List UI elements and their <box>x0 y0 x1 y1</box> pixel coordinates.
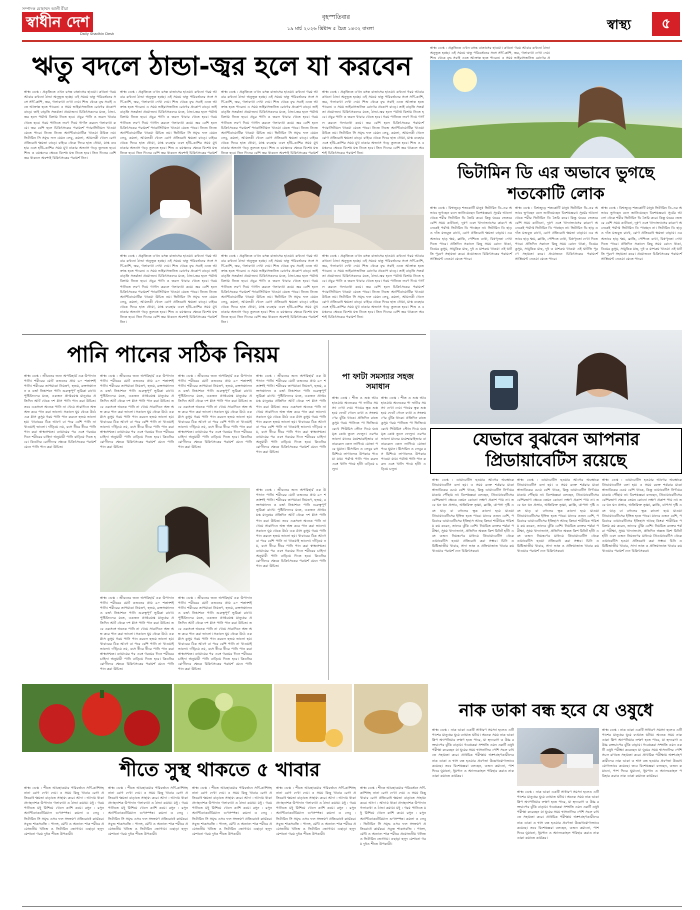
article-snoring-col2: স্বাস্থ্য ডেস্ক : নাক ডাকা একটি সাধারণ সমস্যা হলেও এটি পাশের মানুষের ঘুমে ব্যাঘাত ঘটায়। অনেক সময় নাক ডাকা স্লিপ অ্যাপনিয়ার লক্ষণ হতে পারে, যা হৃদরোগ ও উচ্চ রক্তচাপের ঝুঁকি বাড়ায়। গবেষকরা সম্প্রতি এমন একটি ওষুধ পরীক্ষা করেছেন যা ঘুমের সময় শ্বাসনালির পেশি সচল রাখতে সহায়তা করে। প্রাথমিক পরীক্ষায় অংশগ্রহণকারীদের নাক ডাকা ও শ্বাস বন্ধ হওয়ার প্রবণতা উল্লেখযোগ্যভাবে কমেছে। তবে বিশেষজ্ঞরা বলছেন, ওজন কমানো, পাশ ফিরে ঘুমানো, ধূমপান ও অ্যালকোহল পরিহার করাও নাক ডাকা কমাতে কার্যকর। <box>517 790 599 840</box>
headline-snoring: নাক ডাকা বন্ধ হবে যে ওষুধে <box>459 701 653 721</box>
article-cold-fever-col2: স্বাস্থ্য ডেস্ক : প্রকৃতিতে এখন বসন্ত বাতাসের হাওয়া। কখনো গরম আবার কখনো ঠান্ডা অনুভূত হচ্ছে। এই সময়ে ঋতু পরিবর্তনের সঙ্গে সর্দি-কাশি, জ্বর, গলাব্যথা দেখা দেয়। শিশু থেকে বৃদ্ধ সবাই এতে আক্রান্ত হতে পারেন। এ সময় ভাইরাসজনিত রোগের প্রকোপ বাড়ে। তাই বাড়তি সতর্কতা প্রয়োজন। চিকিৎসকদের মতে, ঠান্ডা-জ্বর হলে পর্যাপ্ত বিশ্রাম নিতে হবে। প্রচুর পানি ও তরল খাবার খেতে হবে। গরম পানিতে লবণ দিয়ে গার্গল করলে গলাব্যথা কমে। জ্বর বেশি হলে চিকিৎসকের পরামর্শে প্যারাসিটামল খাওয়া যেতে পারে। নিজে নিজে অ্যান্টিবায়োটিক খাওয়া উচিত নয়। ভিটামিন সি সমৃদ্ধ ফল যেমন লেবু, কমলা, আমলকী খেলে রোগ প্রতিরোধ ক্ষমতা বাড়ে। বাইরে থেকে ফিরে হাত ধোয়া, মাস্ক ব্যবহার এবং হাঁচি-কাশির সময় মুখ ঢাকার অভ্যাস গড়ে তুলতে হবে। শিশু ও বয়স্কদের ক্ষেত্রে বিশেষ যত্ন নিতে হবে। তিন দিনের বেশি জ্বর থাকলে অবশ্যই চিকিৎসকের পরামর্শ <box>120 90 217 156</box>
newspaper-logo: স্বাধীন দেশ <box>22 12 93 32</box>
article-winter-col4: স্বাস্থ্য ডেস্ক : শীতে আবহাওয়ার পরিবর্তনে সর্দি-কাশিসহ নানা রোগ দেখা দেয়। এ সময় কিছু খাবার রোগ প্রতিরোধ ক্ষমতা বাড়াতে সাহায্য করে। আদা : আদায় থাকা প্রদাহনাশক উপাদান গলাব্যথা ও ঠান্ডা কমায়। মধু : গরম পানিতে মধু মিশিয়ে খেলে কাশি কমে। রসুন : রসুন অ্যান্টিব্যাকটেরিয়াল গুণসম্পন্ন। কমলা ও লেবু : ভিটামিন সি সমৃদ্ধ এসব ফল সংক্রমণ প্রতিরোধে কার্যকর। সবুজ শাকসবজি : পালং, মেথি ও অন্যান্য শাক শরীরে প্রয়োজনীয় খনিজ ও ভিটামিন জোগায়। এছাড়া হলুদ মেশানো গরম দুধও শীতে উপকারী। <box>276 786 356 836</box>
headline-cracked-feet: পা ফাটা সমস্যার সহজ সমাধান <box>342 372 414 391</box>
article-water-col2b: স্বাস্থ্য ডেস্ক : জীবনের জন্য অপরিহার্য এক উপাদান পানি। শরীরের মোট ওজনের প্রায় ৬০ শতাংশই পানি। শরীরের তাপমাত্রা নিয়ন্ত্রণ, হজম, রক্তসঞ্চালন ও বর্জ্য নিষ্কাশনে পানি গুরুত্বপূর্ণ ভূমিকা রাখে। পুষ্টিবিদদের মতে, একজন প্রাপ্তবয়স্ক মানুষের প্রতিদিন আট থেকে দশ গ্লাস পানি পান করা উচিত। তবে একসঙ্গে অনেক পানি না খেয়ে সারাদিনে অল্প অল্প করে পান করা ভালো। সকালে ঘুম থেকে উঠে এক গ্লাস কুসুম গরম পানি পান করলে হজম ভালো হয়। খাবারের ঠিক আগে বা পরে বেশি পানি না খাওয়াই ভালো। দাঁড়িয়ে নয়, বসে ধীরে ধীরে পানি পান করা স্বাস্থ্যসম্মত। ব্যায়ামের পর এবং গরমের দিনে শরীরের চাহিদা অনুযায়ী পানি বাড়িয়ে দিতে হবে। কিডনির রোগীদের ক্ষেত্রে চিকিৎসকের পরামর্শ মেনে পানি পান করা উচিত। <box>100 596 174 672</box>
section-label: স্বাস্থ্য <box>607 18 632 33</box>
article-winter-col2: স্বাস্থ্য ডেস্ক : শীতে আবহাওয়ার পরিবর্তনে সর্দি-কাশিসহ নানা রোগ দেখা দেয়। এ সময় কিছু খাবার রোগ প্রতিরোধ ক্ষমতা বাড়াতে সাহায্য করে। আদা : আদায় থাকা প্রদাহনাশক উপাদান গলাব্যথা ও ঠান্ডা কমায়। মধু : গরম পানিতে মধু মিশিয়ে খেলে কাশি কমে। রসুন : রসুন অ্যান্টিব্যাকটেরিয়াল গুণসম্পন্ন। কমলা ও লেবু : ভিটামিন সি সমৃদ্ধ এসব ফল সংক্রমণ প্রতিরোধে কার্যকর। সবুজ শাকসবজি : পালং, মেথি ও অন্যান্য শাক শরীরে প্রয়োজনীয় খনিজ ও ভিটামিন জোগায়। এছাড়া হলুদ মেশানো গরম দুধও শীতে উপকারী। <box>108 786 188 836</box>
snoring-man-photo <box>517 728 599 786</box>
masthead-small-text: সম্পাদক মোহাম্মদ আলী মীরা <box>22 6 69 11</box>
article-snoring-col3: স্বাস্থ্য ডেস্ক : নাক ডাকা একটি সাধারণ সমস্যা হলেও এটি পাশের মানুষের ঘুমে ব্যাঘাত ঘটায়। অনেক সময় নাক ডাকা স্লিপ অ্যাপনিয়ার লক্ষণ হতে পারে, যা হৃদরোগ ও উচ্চ রক্তচাপের ঝুঁকি বাড়ায়। গবেষকরা সম্প্রতি এমন একটি ওষুধ পরীক্ষা করেছেন যা ঘুমের সময় শ্বাসনালির পেশি সচল রাখতে সহায়তা করে। প্রাথমিক পরীক্ষায় অংশগ্রহণকারীদের নাক ডাকা ও শ্বাস বন্ধ হওয়ার প্রবণতা উল্লেখযোগ্যভাবে কমেছে। তবে বিশেষজ্ঞরা বলছেন, ওজন কমানো, পাশ ফিরে ঘুমানো, ধূমপান ও অ্যালকোহল পরিহার করাও নাক ডাকা কমাতে কার্যকর। <box>602 728 682 778</box>
woman-drinking-water-photo <box>100 488 250 592</box>
article-winter-col1: স্বাস্থ্য ডেস্ক : শীতে আবহাওয়ার পরিবর্তনে সর্দি-কাশিসহ নানা রোগ দেখা দেয়। এ সময় কিছু খাবার রোগ প্রতিরোধ ক্ষমতা বাড়াতে সাহায্য করে। আদা : আদায় থাকা প্রদাহনাশক উপাদান গলাব্যথা ও ঠান্ডা কমায়। মধু : গরম পানিতে মধু মিশিয়ে খেলে কাশি কমে। রসুন : রসুন অ্যান্টিব্যাকটেরিয়াল গুণসম্পন্ন। কমলা ও লেবু : ভিটামিন সি সমৃদ্ধ এসব ফল সংক্রমণ প্রতিরোধে কার্যকর। সবুজ শাকসবজি : পালং, মেথি ও অন্যান্য শাক শরীরে প্রয়োজনীয় খনিজ ও ভিটামিন জোগায়। এছাড়া হলুদ মেশানো গরম দুধও শীতে উপকারী। <box>24 786 104 836</box>
article-cracked-feet-col2: স্বাস্থ্য ডেস্ক : শীত ও শুষ্ক আবহাওয়ায় অনেকের পা ফাটার সমস্যা দেখা দেয়। পায়ের ত্বক শুষ্ক হয়ে ফেটে গেলে ব্যথা ও সংক্রমণের ঝুঁকি থাকে। প্রতিদিন রাতে কুসুম গরম পানিতে পা ভিজিয়ে রেখে পিউমিস স্টোন দিয়ে ঘষে মৃত কোষ তুলে ফেলুন। এরপর ভালো মানের ময়েশ্চারাইজার বা নারকেল তেল লাগিয়ে মোজা পরে ঘুমান। গ্লিসারিন ও লেবুর রস মিশিয়ে লাগালেও উপকার পাওয়া যায়। পর্যাপ্ত পানি পান করুন এবং খালি পায়ে হাঁটা এড়িয়ে চলুন। <box>381 396 426 472</box>
glucose-test-photo <box>430 330 682 424</box>
article-prediabetes-col2: স্বাস্থ্য ডেস্ক : ডায়াবেটিস হওয়ার আগের অবস্থাকে প্রিডায়াবেটিস বলা হয়। এ সময় রক্তে শর্করার মাত্রা স্বাভাবিকের চেয়ে বেশি থাকে, কিন্তু ডায়াবেটিস নির্ণয়ের মাত্রায় পৌঁছায় না। বিশেষজ্ঞরা বলছেন, প্রিডায়াবেটিসের বেশিরভাগ ক্ষেত্রে তেমন কোনো লক্ষণ প্রকাশ পায় না। তবে ঘন ঘন প্রস্রাব, অতিরিক্ত তৃষ্ণা, ক্লান্তি, ঝাপসা দৃষ্টি এবং ঘাড় বা বগলের ত্বক কালো হয়ে যাওয়া প্রিডায়াবেটিসের ইঙ্গিত হতে পারে। যাদের ওজন বেশি, পরিবারে ডায়াবেটিসের ইতিহাস আছে কিংবা শারীরিক পরিশ্রম কম করেন, তাদের ঝুঁকি বেশি। নিয়মিত রক্তের শর্করা পরীক্ষা, সুষম খাদ্যাভ্যাস, প্রতিদিন অন্তত ত্রিশ মিনিট হাঁটা এবং ওজন নিয়ন্ত্রণের মাধ্যমে প্রিডায়াবেটিস থেকে ডায়াবেটিস হওয়া প্রতিরোধ করা সম্ভব। চিনি ও মিষ্টিজাতীয় খাবার, সাদা ভাত ও প্রক্রিয়াজাত খাবার কম খাওয়ার পরামর্শ দেন চিকিৎসকরা। <box>517 478 599 554</box>
article-prediabetes-col1: স্বাস্থ্য ডেস্ক : ডায়াবেটিস হওয়ার আগের অবস্থাকে প্রিডায়াবেটিস বলা হয়। এ সময় রক্তে শর্করার মাত্রা স্বাভাবিকের চেয়ে বেশি থাকে, কিন্তু ডায়াবেটিস নির্ণয়ের মাত্রায় পৌঁছায় না। বিশেষজ্ঞরা বলছেন, প্রিডায়াবেটিসের বেশিরভাগ ক্ষেত্রে তেমন কোনো লক্ষণ প্রকাশ পায় না। তবে ঘন ঘন প্রস্রাব, অতিরিক্ত তৃষ্ণা, ক্লান্তি, ঝাপসা দৃষ্টি এবং ঘাড় বা বগলের ত্বক কালো হয়ে যাওয়া প্রিডায়াবেটিসের ইঙ্গিত হতে পারে। যাদের ওজন বেশি, পরিবারে ডায়াবেটিসের ইতিহাস আছে কিংবা শারীরিক পরিশ্রম কম করেন, তাদের ঝুঁকি বেশি। নিয়মিত রক্তের শর্করা পরীক্ষা, সুষম খাদ্যাভ্যাস, প্রতিদিন অন্তত ত্রিশ মিনিট হাঁটা এবং ওজন নিয়ন্ত্রণের মাধ্যমে প্রিডায়াবেটিস থেকে ডায়াবেটিস হওয়া প্রতিরোধ করা সম্ভব। চিনি ও মিষ্টিজাতীয় খাবার, সাদা ভাত ও প্রক্রিয়াজাত খাবার কম খাওয়ার পরামর্শ দেন চিকিৎসকরা। <box>432 478 514 554</box>
article-water-col4b: স্বাস্থ্য ডেস্ক : জীবনের জন্য অপরিহার্য এক উপাদান পানি। শরীরের মোট ওজনের প্রায় ৬০ শতাংশই পানি। শরীরের তাপমাত্রা নিয়ন্ত্রণ, হজম, রক্তসঞ্চালন ও বর্জ্য নিষ্কাশনে পানি গুরুত্বপূর্ণ ভূমিকা রাখে। পুষ্টিবিদদের মতে, একজন প্রাপ্তবয়স্ক মানুষের প্রতিদিন আট থেকে দশ গ্লাস পানি পান করা উচিত। তবে একসঙ্গে অনেক পানি না খেয়ে সারাদিনে অল্প অল্প করে পান করা ভালো। সকালে ঘুম থেকে উঠে এক গ্লাস কুসুম গরম পানি পান করলে হজম ভালো হয়। খাবারের ঠিক আগে বা পরে বেশি পানি না খাওয়াই ভালো। দাঁড়িয়ে নয়, বসে ধীরে ধীরে পানি পান করা স্বাস্থ্যসম্মত। ব্যায়ামের পর এবং গরমের দিনে শরীরের চাহিদা অনুযায়ী পানি বাড়িয়ে দিতে হবে। কিডনির রোগীদের ক্ষেত্রে চিকিৎসকের পরামর্শ মেনে পানি পান করা উচিত। <box>256 488 326 569</box>
article-snoring-col1: স্বাস্থ্য ডেস্ক : নাক ডাকা একটি সাধারণ সমস্যা হলেও এটি পাশের মানুষের ঘুমে ব্যাঘাত ঘটায়। অনেক সময় নাক ডাকা স্লিপ অ্যাপনিয়ার লক্ষণ হতে পারে, যা হৃদরোগ ও উচ্চ রক্তচাপের ঝুঁকি বাড়ায়। গবেষকরা সম্প্রতি এমন একটি ওষুধ পরীক্ষা করেছেন যা ঘুমের সময় শ্বাসনালির পেশি সচল রাখতে সহায়তা করে। প্রাথমিক পরীক্ষায় অংশগ্রহণকারীদের নাক ডাকা ও শ্বাস বন্ধ হওয়ার প্রবণতা উল্লেখযোগ্যভাবে কমেছে। তবে বিশেষজ্ঞরা বলছেন, ওজন কমানো, পাশ ফিরে ঘুমানো, ধূমপান ও অ্যালকোহল পরিহার করাও নাক ডাকা কমাতে কার্যকর। <box>432 728 514 778</box>
bottom-rule <box>22 906 682 907</box>
ginger-garlic-photo <box>354 684 428 752</box>
article-water-col3: স্বাস্থ্য ডেস্ক : জীবনের জন্য অপরিহার্য এক উপাদান পানি। শরীরের মোট ওজনের প্রায় ৬০ শতাংশই পানি। শরীরের তাপমাত্রা নিয়ন্ত্রণ, হজম, রক্তসঞ্চালন ও বর্জ্য নিষ্কাশনে পানি গুরুত্বপূর্ণ ভূমিকা রাখে। পুষ্টিবিদদের মতে, একজন প্রাপ্তবয়স্ক মানুষের প্রতিদিন আট থেকে দশ গ্লাস পানি পান করা উচিত। তবে একসঙ্গে অনেক পানি না খেয়ে সারাদিনে অল্প অল্প করে পান করা ভালো। সকালে ঘুম থেকে উঠে এক গ্লাস কুসুম গরম পানি পান করলে হজম ভালো হয়। খাবারের ঠিক আগে বা পরে বেশি পানি না খাওয়াই ভালো। দাঁড়িয়ে নয়, বসে ধীরে ধীরে পানি পান করা স্বাস্থ্যসম্মত। ব্যায়ামের পর এবং গরমের দিনে শরীরের চাহিদা অনুযায়ী পানি বাড়িয়ে দিতে হবে। কিডনির রোগীদের ক্ষেত্রে চিকিৎসকের পরামর্শ মেনে পানি পান করা উচিত। <box>178 374 252 450</box>
article-cold-fever-col1: স্বাস্থ্য ডেস্ক : প্রকৃতিতে এখন বসন্ত বাতাসের হাওয়া। কখনো গরম আবার কখনো ঠান্ডা অনুভূত হচ্ছে। এই সময়ে ঋতু পরিবর্তনের সঙ্গে সর্দি-কাশি, জ্বর, গলাব্যথা দেখা দেয়। শিশু থেকে বৃদ্ধ সবাই এতে আক্রান্ত হতে পারেন। এ সময় ভাইরাসজনিত রোগের প্রকোপ বাড়ে। তাই বাড়তি সতর্কতা প্রয়োজন। চিকিৎসকদের মতে, ঠান্ডা-জ্বর হলে পর্যাপ্ত বিশ্রাম নিতে হবে। প্রচুর পানি ও তরল খাবার খেতে হবে। গরম পানিতে লবণ দিয়ে গার্গল করলে গলাব্যথা কমে। জ্বর বেশি হলে চিকিৎসকের পরামর্শে প্যারাসিটামল খাওয়া যেতে পারে। নিজে নিজে অ্যান্টিবায়োটিক খাওয়া উচিত নয়। ভিটামিন সি সমৃদ্ধ ফল যেমন লেবু, কমলা, আমলকী খেলে রোগ প্রতিরোধ ক্ষমতা বাড়ে। বাইরে থেকে ফিরে হাত ধোয়া, মাস্ক ব্যবহার এবং হাঁচি-কাশির সময় মুখ ঢাকার অভ্যাস গড়ে তুলতে হবে। শিশু ও বয়স্কদের ক্ষেত্রে বিশেষ যত্ন নিতে হবে। তিন দিনের বেশি জ্বর থাকলে অবশ্যই চিকিৎসকের পরামর্শ নিন। <box>24 90 116 161</box>
article-cracked-feet-col1: স্বাস্থ্য ডেস্ক : শীত ও শুষ্ক আবহাওয়ায় অনেকের পা ফাটার সমস্যা দেখা দেয়। পায়ের ত্বক শুষ্ক হয়ে ফেটে গেলে ব্যথা ও সংক্রমণের ঝুঁকি থাকে। প্রতিদিন রাতে কুসুম গরম পানিতে পা ভিজিয়ে রেখে পিউমিস স্টোন দিয়ে ঘষে মৃত কোষ তুলে ফেলুন। এরপর ভালো মানের ময়েশ্চারাইজার বা নারকেল তেল লাগিয়ে মোজা পরে ঘুমান। গ্লিসারিন ও লেবুর রস মিশিয়ে লাগালেও উপকার পাওয়া যায়। পর্যাপ্ত পানি পান করুন এবং খালি পায়ে হাঁটা এড়িয়ে চলুন। <box>332 396 378 472</box>
red-peppers-photo <box>22 684 172 752</box>
article-cold-fever-col4b: স্বাস্থ্য ডেস্ক : প্রকৃতিতে এখন বসন্ত বাতাসের হাওয়া। কখনো গরম আবার কখনো ঠান্ডা অনুভূত হচ্ছে। এই সময়ে ঋতু পরিবর্তনের সঙ্গে সর্দি-কাশি, জ্বর, গলাব্যথা দেখা দেয়। শিশু থেকে বৃদ্ধ সবাই এতে আক্রান্ত হতে পারেন। এ সময় ভাইরাসজনিত রোগের প্রকোপ বাড়ে। তাই বাড়তি সতর্কতা প্রয়োজন। চিকিৎসকদের মতে, ঠান্ডা-জ্বর হলে পর্যাপ্ত বিশ্রাম নিতে হবে। প্রচুর পানি ও তরল খাবার খেতে হবে। গরম পানিতে লবণ দিয়ে গার্গল করলে গলাব্যথা কমে। জ্বর বেশি হলে চিকিৎসকের পরামর্শে প্যারাসিটামল খাওয়া যেতে পারে। নিজে নিজে অ্যান্টিবায়োটিক খাওয়া উচিত নয়। ভিটামিন সি সমৃদ্ধ ফল যেমন লেবু, কমলা, আমলকী খেলে রোগ প্রতিরোধ ক্ষমতা বাড়ে। বাইরে থেকে ফিরে হাত ধোয়া, মাস্ক ব্যবহার এবং হাঁচি-কাশির সময় মুখ ঢাকার অভ্যাস গড়ে তুলতে হবে। শিশু ও বয়স্কদের ক্ষেত্রে বিশেষ যত্ন নিতে হবে। তিন দিনের বেশি জ্বর থাকলে অবশ্যই চিকিৎসকের পরামর্শ নিন। <box>322 254 424 320</box>
headline-water: পানি পানের সঠিক নিয়ম <box>67 343 279 368</box>
article-vitamin-d-col1: স্বাস্থ্য ডেস্ক : বিশ্বজুড়ে শতকোটি মানুষ ভিটামিন ডি-এর অভাবে ভুগছেন বলে জানিয়েছেন বিশেষজ্ঞরা। সূর্যের আলো থেকে শরীর ভিটামিন ডি তৈরি করে। কিন্তু ঘরের ভেতরে বেশি সময় কাটানো, দূষণ এবং খাদ্যাভ্যাসের কারণে অনেকেই পর্যাপ্ত ভিটামিন ডি পাচ্ছেন না। ভিটামিন ডি হাড় ও দাঁত মজবুত রাখে, রোগ প্রতিরোধ ক্ষমতা বাড়ায়। এর অভাবে হাড় ক্ষয়, ক্লান্তি, পেশিতে ব্যথা, বিষণ্নতা দেখা দিতে পারে। প্রতিদিন সকালে কিছু সময় রোদে থাকা, ডিমের কুসুম, সামুদ্রিক মাছ, দুধ ও মাশরুম খাওয়া এই ঘাটতি পূরণে সহায়তা করে। প্রয়োজনে চিকিৎসকের পরামর্শে সাপ্লিমেন্ট নেওয়া যেতে পারে। <box>515 206 598 261</box>
article-cold-fever-col4: স্বাস্থ্য ডেস্ক : প্রকৃতিতে এখন বসন্ত বাতাসের হাওয়া। কখনো গরম আবার কখনো ঠান্ডা অনুভূত হচ্ছে। এই সময়ে ঋতু পরিবর্তনের সঙ্গে সর্দি-কাশি, জ্বর, গলাব্যথা দেখা দেয়। শিশু থেকে বৃদ্ধ সবাই এতে আক্রান্ত হতে পারেন। এ সময় ভাইরাসজনিত রোগের প্রকোপ বাড়ে। তাই বাড়তি সতর্কতা প্রয়োজন। চিকিৎসকদের মতে, ঠান্ডা-জ্বর হলে পর্যাপ্ত বিশ্রাম নিতে হবে। প্রচুর পানি ও তরল খাবার খেতে হবে। গরম পানিতে লবণ দিয়ে গার্গল করলে গলাব্যথা কমে। জ্বর বেশি হলে চিকিৎসকের পরামর্শে প্যারাসিটামল খাওয়া যেতে পারে। নিজে নিজে অ্যান্টিবায়োটিক খাওয়া উচিত নয়। ভিটামিন সি সমৃদ্ধ ফল যেমন লেবু, কমলা, আমলকী খেলে রোগ প্রতিরোধ ক্ষমতা বাড়ে। বাইরে থেকে ফিরে হাত ধোয়া, মাস্ক ব্যবহার এবং হাঁচি-কাশির সময় মুখ ঢাকার অভ্যাস গড়ে তুলতে হবে। শিশু ও বয়স্কদের ক্ষেত্রে বিশেষ যত্ন নিতে হবে। তিন দিনের বেশি জ্বর থাকলে অবশ্যই চিকিৎসকের পরামর্শ নিন। <box>322 90 424 156</box>
divider-v <box>328 340 329 680</box>
article-water-col2: স্বাস্থ্য ডেস্ক : জীবনের জন্য অপরিহার্য এক উপাদান পানি। শরীরের মোট ওজনের প্রায় ৬০ শতাংশই পানি। শরীরের তাপমাত্রা নিয়ন্ত্রণ, হজম, রক্তসঞ্চালন ও বর্জ্য নিষ্কাশনে পানি গুরুত্বপূর্ণ ভূমিকা রাখে। পুষ্টিবিদদের মতে, একজন প্রাপ্তবয়স্ক মানুষের প্রতিদিন আট থেকে দশ গ্লাস পানি পান করা উচিত। তবে একসঙ্গে অনেক পানি না খেয়ে সারাদিনে অল্প অল্প করে পান করা ভালো। সকালে ঘুম থেকে উঠে এক গ্লাস কুসুম গরম পানি পান করলে হজম ভালো হয়। খাবারের ঠিক আগে বা পরে বেশি পানি না খাওয়াই ভালো। দাঁড়িয়ে নয়, বসে ধীরে ধীরে পানি পান করা স্বাস্থ্যসম্মত। ব্যায়ামের পর এবং গরমের দিনে শরীরের চাহিদা অনুযায়ী পানি বাড়িয়ে দিতে হবে। কিডনির রোগীদের ক্ষেত্রে চিকিৎসকের পরামর্শ মেনে পানি পান করা উচিত। <box>100 374 174 450</box>
article-water-col1: স্বাস্থ্য ডেস্ক : জীবনের জন্য অপরিহার্য এক উপাদান পানি। শরীরের মোট ওজনের প্রায় ৬০ শতাংশই পানি। শরীরের তাপমাত্রা নিয়ন্ত্রণ, হজম, রক্তসঞ্চালন ও বর্জ্য নিষ্কাশনে পানি গুরুত্বপূর্ণ ভূমিকা রাখে। পুষ্টিবিদদের মতে, একজন প্রাপ্তবয়স্ক মানুষের প্রতিদিন আট থেকে দশ গ্লাস পানি পান করা উচিত। তবে একসঙ্গে অনেক পানি না খেয়ে সারাদিনে অল্প অল্প করে পান করা ভালো। সকালে ঘুম থেকে উঠে এক গ্লাস কুসুম গরম পানি পান করলে হজম ভালো হয়। খাবারের ঠিক আগে বা পরে বেশি পানি না খাওয়াই ভালো। দাঁড়িয়ে নয়, বসে ধীরে ধীরে পানি পান করা স্বাস্থ্যসম্মত। ব্যায়ামের পর এবং গরমের দিনে শরীরের চাহিদা অনুযায়ী পানি বাড়িয়ে দিতে হবে। কিডনির রোগীদের ক্ষেত্রে চিকিৎসকের পরামর্শ মেনে পানি পান করা উচিত। <box>24 374 96 450</box>
date-line: ১৯ মার্চ ২০২৬ খ্রিষ্টাব্দ ৫ চৈত্র ১৪৩২ বাংলা <box>287 26 374 32</box>
article-cold-fever-col3: স্বাস্থ্য ডেস্ক : প্রকৃতিতে এখন বসন্ত বাতাসের হাওয়া। কখনো গরম আবার কখনো ঠান্ডা অনুভূত হচ্ছে। এই সময়ে ঋতু পরিবর্তনের সঙ্গে সর্দি-কাশি, জ্বর, গলাব্যথা দেখা দেয়। শিশু থেকে বৃদ্ধ সবাই এতে আক্রান্ত হতে পারেন। এ সময় ভাইরাসজনিত রোগের প্রকোপ বাড়ে। তাই বাড়তি সতর্কতা প্রয়োজন। চিকিৎসকদের মতে, ঠান্ডা-জ্বর হলে পর্যাপ্ত বিশ্রাম নিতে হবে। প্রচুর পানি ও তরল খাবার খেতে হবে। গরম পানিতে লবণ দিয়ে গার্গল করলে গলাব্যথা কমে। জ্বর বেশি হলে চিকিৎসকের পরামর্শে প্যারাসিটামল খাওয়া যেতে পারে। নিজে নিজে অ্যান্টিবায়োটিক খাওয়া উচিত নয়। ভিটামিন সি সমৃদ্ধ ফল যেমন লেবু, কমলা, আমলকী খেলে রোগ প্রতিরোধ ক্ষমতা বাড়ে। বাইরে থেকে ফিরে হাত ধোয়া, মাস্ক ব্যবহার এবং হাঁচি-কাশির সময় মুখ ঢাকার অভ্যাস গড়ে তুলতে হবে। শিশু ও বয়স্কদের ক্ষেত্রে বিশেষ যত্ন নিতে হবে। তিন দিনের বেশি জ্বর থাকলে অবশ্যই চিকিৎসকের পরামর্শ <box>221 90 318 156</box>
page-number: ৫ <box>652 12 680 36</box>
divider-1 <box>22 334 426 335</box>
sick-man-bed-photo <box>234 155 424 250</box>
headline-vitamin-d: ভিটামিন ডি এর অভাবে ভুগছে শতকোটি লোক <box>457 163 655 203</box>
article-cold-fever-col2b: স্বাস্থ্য ডেস্ক : প্রকৃতিতে এখন বসন্ত বাতাসের হাওয়া। কখনো গরম আবার কখনো ঠান্ডা অনুভূত হচ্ছে। এই সময়ে ঋতু পরিবর্তনের সঙ্গে সর্দি-কাশি, জ্বর, গলাব্যথা দেখা দেয়। শিশু থেকে বৃদ্ধ সবাই এতে আক্রান্ত হতে পারেন। এ সময় ভাইরাসজনিত রোগের প্রকোপ বাড়ে। তাই বাড়তি সতর্কতা প্রয়োজন। চিকিৎসকদের মতে, ঠান্ডা-জ্বর হলে পর্যাপ্ত বিশ্রাম নিতে হবে। প্রচুর পানি ও তরল খাবার খেতে হবে। গরম পানিতে লবণ দিয়ে গার্গল করলে গলাব্যথা কমে। জ্বর বেশি হলে চিকিৎসকের পরামর্শে প্যারাসিটামল খাওয়া যেতে পারে। নিজে নিজে অ্যান্টিবায়োটিক খাওয়া উচিত নয়। ভিটামিন সি সমৃদ্ধ ফল যেমন লেবু, কমলা, আমলকী খেলে রোগ প্রতিরোধ ক্ষমতা বাড়ে। বাইরে থেকে ফিরে হাত ধোয়া, মাস্ক ব্যবহার এবং হাঁচি-কাশির সময় মুখ ঢাকার অভ্যাস গড়ে তুলতে হবে। শিশু ও বয়স্কদের ক্ষেত্রে বিশেষ যত্ন নিতে হবে। তিন দিনের বেশি জ্বর থাকলে অবশ্যই চিকিৎসকের পরামর্শ নিন। <box>120 254 217 325</box>
article-vitamin-d-col2: স্বাস্থ্য ডেস্ক : বিশ্বজুড়ে শতকোটি মানুষ ভিটামিন ডি-এর অভাবে ভুগছেন বলে জানিয়েছেন বিশেষজ্ঞরা। সূর্যের আলো থেকে শরীর ভিটামিন ডি তৈরি করে। কিন্তু ঘরের ভেতরে বেশি সময় কাটানো, দূষণ এবং খাদ্যাভ্যাসের কারণে অনেকেই পর্যাপ্ত ভিটামিন ডি পাচ্ছেন না। ভিটামিন ডি হাড় ও দাঁত মজবুত রাখে, রোগ প্রতিরোধ ক্ষমতা বাড়ায়। এর অভাবে হাড় ক্ষয়, ক্লান্তি, পেশিতে ব্যথা, বিষণ্নতা দেখা দিতে পারে। প্রতিদিন সকালে কিছু সময় রোদে থাকা, ডিমের কুসুম, সামুদ্রিক মাছ, দুধ ও মাশরুম খাওয়া এই ঘাটতি পূরণে সহায়তা করে। প্রয়োজনে চিকিৎসকের পরামর্শে সাপ্লিমেন্ট নেওয়া যেতে পারে। <box>601 206 682 261</box>
sneezing-woman-photo <box>120 155 232 250</box>
article-water-col3b: স্বাস্থ্য ডেস্ক : জীবনের জন্য অপরিহার্য এক উপাদান পানি। শরীরের মোট ওজনের প্রায় ৬০ শতাংশই পানি। শরীরের তাপমাত্রা নিয়ন্ত্রণ, হজম, রক্তসঞ্চালন ও বর্জ্য নিষ্কাশনে পানি গুরুত্বপূর্ণ ভূমিকা রাখে। পুষ্টিবিদদের মতে, একজন প্রাপ্তবয়স্ক মানুষের প্রতিদিন আট থেকে দশ গ্লাস পানি পান করা উচিত। তবে একসঙ্গে অনেক পানি না খেয়ে সারাদিনে অল্প অল্প করে পান করা ভালো। সকালে ঘুম থেকে উঠে এক গ্লাস কুসুম গরম পানি পান করলে হজম ভালো হয়। খাবারের ঠিক আগে বা পরে বেশি পানি না খাওয়াই ভালো। দাঁড়িয়ে নয়, বসে ধীরে ধীরে পানি পান করা স্বাস্থ্যসম্মত। ব্যায়ামের পর এবং গরমের দিনে শরীরের চাহিদা অনুযায়ী পানি বাড়িয়ে দিতে হবে। কিডনির রোগীদের ক্ষেত্রে চিকিৎসকের পরামর্শ মেনে পানি পান করা উচিত। <box>178 596 252 672</box>
article-vitamin-d-col0: স্বাস্থ্য ডেস্ক : বিশ্বজুড়ে শতকোটি মানুষ ভিটামিন ডি-এর অভাবে ভুগছেন বলে জানিয়েছেন বিশেষজ্ঞরা। সূর্যের আলো থেকে শরীর ভিটামিন ডি তৈরি করে। কিন্তু ঘরের ভেতরে বেশি সময় কাটানো, দূষণ এবং খাদ্যাভ্যাসের কারণে অনেকেই পর্যাপ্ত ভিটামিন ডি পাচ্ছেন না। ভিটামিন ডি হাড় ও দাঁত মজবুত রাখে, রোগ প্রতিরোধ ক্ষমতা বাড়ায়। এর অভাবে হাড় ক্ষয়, ক্লান্তি, পেশিতে ব্যথা, বিষণ্নতা দেখা দিতে পারে। প্রতিদিন সকালে কিছু সময় রোদে থাকা, ডিমের কুসুম, সামুদ্রিক মাছ, দুধ ও মাশরুম খাওয়া এই ঘাটতি পূরণে সহায়তা করে। প্রয়োজনে চিকিৎসকের পরামর্শে সাপ্লিমেন্ট নেওয়া যেতে পারে। <box>430 206 512 261</box>
article-winter-col5: স্বাস্থ্য ডেস্ক : শীতে আবহাওয়ার পরিবর্তনে সর্দি-কাশিসহ নানা রোগ দেখা দেয়। এ সময় কিছু খাবার রোগ প্রতিরোধ ক্ষমতা বাড়াতে সাহায্য করে। আদা : আদায় থাকা প্রদাহনাশক উপাদান গলাব্যথা ও ঠান্ডা কমায়। মধু : গরম পানিতে মধু মিশিয়ে খেলে কাশি কমে। রসুন : রসুন অ্যান্টিব্যাকটেরিয়াল গুণসম্পন্ন। কমলা ও লেবু : ভিটামিন সি সমৃদ্ধ এসব ফল সংক্রমণ প্রতিরোধে কার্যকর। সবুজ শাকসবজি : পালং, মেথি ও অন্যান্য শাক শরীরে প্রয়োজনীয় খনিজ ও ভিটামিন জোগায়। এছাড়া হলুদ মেশানো গরম দুধও শীতে উপকারী। <box>360 786 426 847</box>
masthead-rule <box>22 40 682 42</box>
headline-prediabetes: যেভাবে বুঝবেন আপনার প্রিডায়াবেটিস রয়েছে <box>472 430 640 471</box>
masthead <box>22 6 682 38</box>
article-prediabetes-col3: স্বাস্থ্য ডেস্ক : ডায়াবেটিস হওয়ার আগের অবস্থাকে প্রিডায়াবেটিস বলা হয়। এ সময় রক্তে শর্করার মাত্রা স্বাভাবিকের চেয়ে বেশি থাকে, কিন্তু ডায়াবেটিস নির্ণয়ের মাত্রায় পৌঁছায় না। বিশেষজ্ঞরা বলছেন, প্রিডায়াবেটিসের বেশিরভাগ ক্ষেত্রে তেমন কোনো লক্ষণ প্রকাশ পায় না। তবে ঘন ঘন প্রস্রাব, অতিরিক্ত তৃষ্ণা, ক্লান্তি, ঝাপসা দৃষ্টি এবং ঘাড় বা বগলের ত্বক কালো হয়ে যাওয়া প্রিডায়াবেটিসের ইঙ্গিত হতে পারে। যাদের ওজন বেশি, পরিবারে ডায়াবেটিসের ইতিহাস আছে কিংবা শারীরিক পরিশ্রম কম করেন, তাদের ঝুঁকি বেশি। নিয়মিত রক্তের শর্করা পরীক্ষা, সুষম খাদ্যাভ্যাস, প্রতিদিন অন্তত ত্রিশ মিনিট হাঁটা এবং ওজন নিয়ন্ত্রণের মাধ্যমে প্রিডায়াবেটিস থেকে ডায়াবেটিস হওয়া প্রতিরোধ করা সম্ভব। চিনি ও মিষ্টিজাতীয় খাবার, সাদা ভাত ও প্রক্রিয়াজাত খাবার কম খাওয়ার পরামর্শ দেন চিকিৎসকরা। <box>602 478 682 554</box>
date-day: বৃহস্পতিবার <box>322 14 350 21</box>
headline-cold-fever: ঋতু বদলে ঠান্ডা-জ্বর হলে যা করবেন <box>32 52 412 82</box>
sunlight-woman-photo <box>430 60 682 158</box>
article-winter-col3: স্বাস্থ্য ডেস্ক : শীতে আবহাওয়ার পরিবর্তনে সর্দি-কাশিসহ নানা রোগ দেখা দেয়। এ সময় কিছু খাবার রোগ প্রতিরোধ ক্ষমতা বাড়াতে সাহায্য করে। আদা : আদায় থাকা প্রদাহনাশক উপাদান গলাব্যথা ও ঠান্ডা কমায়। মধু : গরম পানিতে মধু মিশিয়ে খেলে কাশি কমে। রসুন : রসুন অ্যান্টিব্যাকটেরিয়াল গুণসম্পন্ন। কমলা ও লেবু : ভিটামিন সি সমৃদ্ধ এসব ফল সংক্রমণ প্রতিরোধে কার্যকর। সবুজ শাকসবজি : পালং, মেথি ও অন্যান্য শাক শরীরে প্রয়োজনীয় খনিজ ও ভিটামিন জোগায়। এছাড়া হলুদ মেশানো গরম দুধও শীতে উপকারী। <box>192 786 272 836</box>
green-food-photo <box>174 684 272 752</box>
article-right-col-a: স্বাস্থ্য ডেস্ক : প্রকৃতিতে এখন বসন্ত বাতাসের হাওয়া। কখনো গরম আবার কখনো ঠান্ডা অনুভূত হচ্ছে। এই সময়ে ঋতু পরিবর্তনের সঙ্গে সর্দি-কাশি, জ্বর, গলাব্যথা দেখা দেয়। শিশু থেকে বৃদ্ধ সবাই এতে আক্রান্ত হতে পারেন। এ সময় ভাইরাসজনিত রোগের প্র <box>430 46 550 61</box>
honey-photo <box>274 684 352 752</box>
article-cold-fever-col3b: স্বাস্থ্য ডেস্ক : প্রকৃতিতে এখন বসন্ত বাতাসের হাওয়া। কখনো গরম আবার কখনো ঠান্ডা অনুভূত হচ্ছে। এই সময়ে ঋতু পরিবর্তনের সঙ্গে সর্দি-কাশি, জ্বর, গলাব্যথা দেখা দেয়। শিশু থেকে বৃদ্ধ সবাই এতে আক্রান্ত হতে পারেন। এ সময় ভাইরাসজনিত রোগের প্রকোপ বাড়ে। তাই বাড়তি সতর্কতা প্রয়োজন। চিকিৎসকদের মতে, ঠান্ডা-জ্বর হলে পর্যাপ্ত বিশ্রাম নিতে হবে। প্রচুর পানি ও তরল খাবার খেতে হবে। গরম পানিতে লবণ দিয়ে গার্গল করলে গলাব্যথা কমে। জ্বর বেশি হলে চিকিৎসকের পরামর্শে প্যারাসিটামল খাওয়া যেতে পারে। নিজে নিজে অ্যান্টিবায়োটিক খাওয়া উচিত নয়। ভিটামিন সি সমৃদ্ধ ফল যেমন লেবু, কমলা, আমলকী খেলে রোগ প্রতিরোধ ক্ষমতা বাড়ে। বাইরে থেকে ফিরে হাত ধোয়া, মাস্ক ব্যবহার এবং হাঁচি-কাশির সময় মুখ ঢাকার অভ্যাস গড়ে তুলতে হবে। শিশু ও বয়স্কদের ক্ষেত্রে বিশেষ যত্ন নিতে হবে। তিন দিনের বেশি জ্বর থাকলে অবশ্যই চিকিৎসকের পরামর্শ নিন। <box>221 254 318 325</box>
newspaper-logo-sub: Daily Shadhin Desh <box>80 32 115 36</box>
headline-winter-foods: শীতে সুস্থ থাকতে ৫ খাবার <box>119 759 320 781</box>
article-water-col4: স্বাস্থ্য ডেস্ক : জীবনের জন্য অপরিহার্য এক উপাদান পানি। শরীরের মোট ওজনের প্রায় ৬০ শতাংশই পানি। শরীরের তাপমাত্রা নিয়ন্ত্রণ, হজম, রক্তসঞ্চালন ও বর্জ্য নিষ্কাশনে পানি গুরুত্বপূর্ণ ভূমিকা রাখে। পুষ্টিবিদদের মতে, একজন প্রাপ্তবয়স্ক মানুষের প্রতিদিন আট থেকে দশ গ্লাস পানি পান করা উচিত। তবে একসঙ্গে অনেক পানি না খেয়ে সারাদিনে অল্প অল্প করে পান করা ভালো। সকালে ঘুম থেকে উঠে এক গ্লাস কুসুম গরম পানি পান করলে হজম ভালো হয়। খাবারের ঠিক আগে বা পরে বেশি পানি না খাওয়াই ভালো। দাঁড়িয়ে নয়, বসে ধীরে ধীরে পানি পান করা স্বাস্থ্যসম্মত। ব্যায়ামের পর এবং গরমের দিনে শরীরের চাহিদা অনুযায়ী পানি বাড়িয়ে দিতে হবে। কিডনির রোগীদের ক্ষেত্রে চিকিৎসকের পরামর্শ মেনে পানি পান করা উচিত। <box>256 374 326 455</box>
